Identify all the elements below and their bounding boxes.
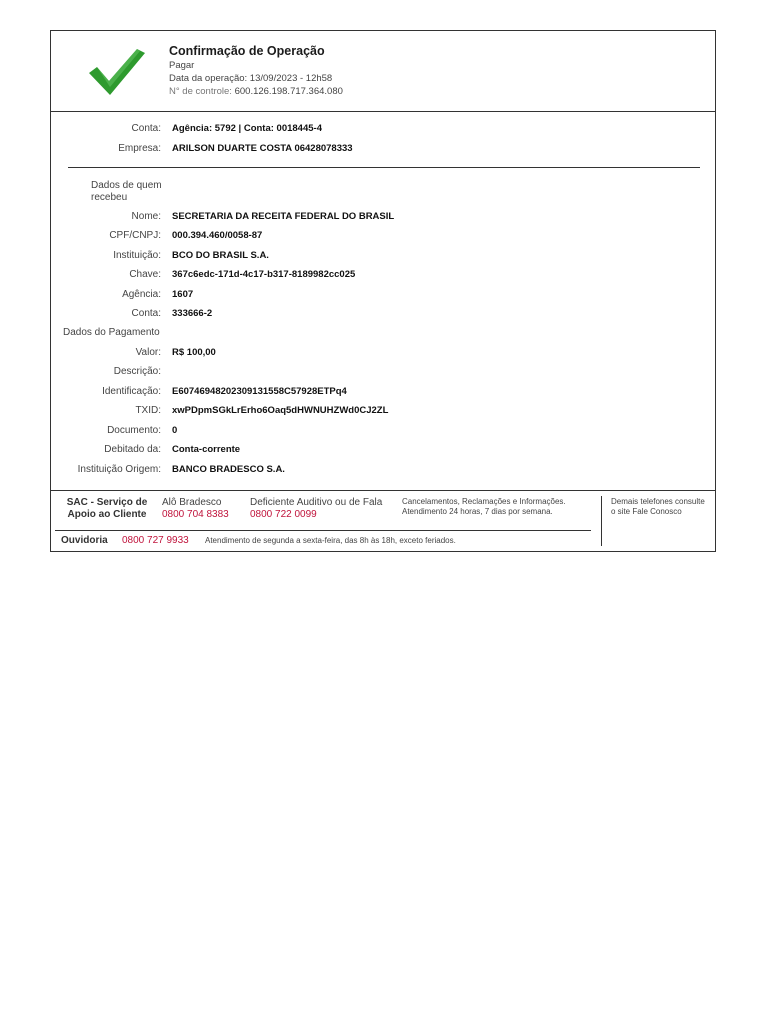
row-debitado (51, 444, 715, 462)
cancelamentos-info: Cancelamentos, Reclamações e Informações. Atendimento 24 horas, 7 dias por semana. (402, 497, 566, 516)
row-valor (51, 347, 715, 365)
deficiente-label: Deficiente Auditivo ou de Fala (250, 497, 383, 508)
row-instituicao-origem (51, 464, 715, 482)
field-label: Instituição Origem: (77, 464, 161, 475)
row-documento (51, 425, 715, 443)
operation-type: Pagar (169, 60, 195, 71)
field-label: Identificação: (102, 386, 161, 397)
deficiente-auditivo (250, 497, 382, 521)
receipt-header (51, 31, 715, 112)
field-value: xwPDpmSGkLrErho6Oaq5dHWNUHZWd0CJ2ZL (172, 405, 389, 416)
field-value: R$ 100,00 (172, 347, 216, 358)
row-empresa (51, 143, 715, 161)
ouvidoria-hours: Atendimento de segunda a sexta-feira, das 8h às 18h, exceto feriados. (205, 536, 456, 545)
ouvidoria-phone[interactable]: 0800 727 9933 (122, 535, 189, 546)
field-value: BANCO BRADESCO S.A. (172, 464, 285, 475)
field-value: Conta-corrente (172, 444, 241, 455)
row-chave (51, 269, 715, 287)
operation-date: Data da operação: 13/09/2023 - 12h58 (169, 73, 333, 84)
section-payment (51, 327, 715, 345)
row-descricao (51, 366, 715, 384)
row-agencia (51, 289, 715, 307)
row-nome (51, 211, 715, 229)
field-value: BCO DO BRASIL S.A. (172, 250, 269, 261)
demais-telefones: Demais telefones consulte o site Fale Conosco (611, 497, 705, 516)
row-cpf-cnpj (51, 230, 715, 248)
field-value: SECRETARIA DA RECEITA FEDERAL DO BRASIL (172, 211, 395, 222)
row-conta-origem (51, 123, 715, 141)
field-label: Debitado da: (104, 444, 161, 455)
field-label: TXID: (135, 405, 161, 416)
field-label: Nome: (131, 211, 161, 222)
field-label: Conta: (131, 123, 161, 134)
field-value: 0 (172, 425, 178, 436)
control-number (169, 86, 343, 97)
alo-bradesco (162, 497, 229, 521)
row-txid (51, 405, 715, 423)
field-label: Chave: (129, 269, 161, 280)
field-value: E60746948202309131558C57928ETPq4 (172, 386, 347, 397)
row-conta-destino (51, 308, 715, 326)
section-label: Dados de quem recebeu (91, 180, 162, 203)
check-mark-icon (87, 45, 147, 97)
divider (55, 530, 591, 531)
field-label: Agência: (122, 289, 161, 300)
field-value: ARILSON DUARTE COSTA 06428078333 (172, 143, 353, 154)
field-label: Valor: (135, 347, 161, 358)
sac-label: SAC - Serviço de Apoio ao Cliente (66, 497, 148, 520)
alo-bradesco-phone[interactable]: 0800 704 8383 (162, 509, 229, 520)
page-title: Confirmação de Operação (169, 44, 325, 58)
row-identificacao (51, 386, 715, 404)
control-number-label: N° de controle: (169, 86, 232, 97)
contact-footer (51, 490, 715, 553)
alo-bradesco-label: Alô Bradesco (162, 497, 222, 508)
field-value: 367c6edc-171d-4c17-b317-8189982cc025 (172, 269, 356, 280)
row-instituicao (51, 250, 715, 268)
deficiente-phone[interactable]: 0800 722 0099 (250, 509, 317, 520)
field-label: Documento: (107, 425, 161, 436)
ouvidoria-label: Ouvidoria (61, 535, 108, 546)
field-label: Descrição: (113, 366, 161, 377)
field-value: Agência: 5792 | Conta: 0018445-4 (172, 123, 322, 134)
field-label: Conta: (131, 308, 161, 319)
divider (601, 496, 602, 546)
field-label: CPF/CNPJ: (109, 230, 161, 241)
field-label: Empresa: (118, 143, 161, 154)
field-value: 1607 (172, 289, 194, 300)
field-value: 000.394.460/0058-87 (172, 230, 263, 241)
field-label: Instituição: (113, 250, 161, 261)
divider (68, 167, 700, 168)
receipt-document (50, 30, 716, 552)
control-number-value: 600.126.198.717.364.080 (234, 86, 343, 97)
field-value: 333666-2 (172, 308, 213, 319)
section-label: Dados do Pagamento (63, 327, 160, 338)
section-receiver (51, 180, 715, 208)
